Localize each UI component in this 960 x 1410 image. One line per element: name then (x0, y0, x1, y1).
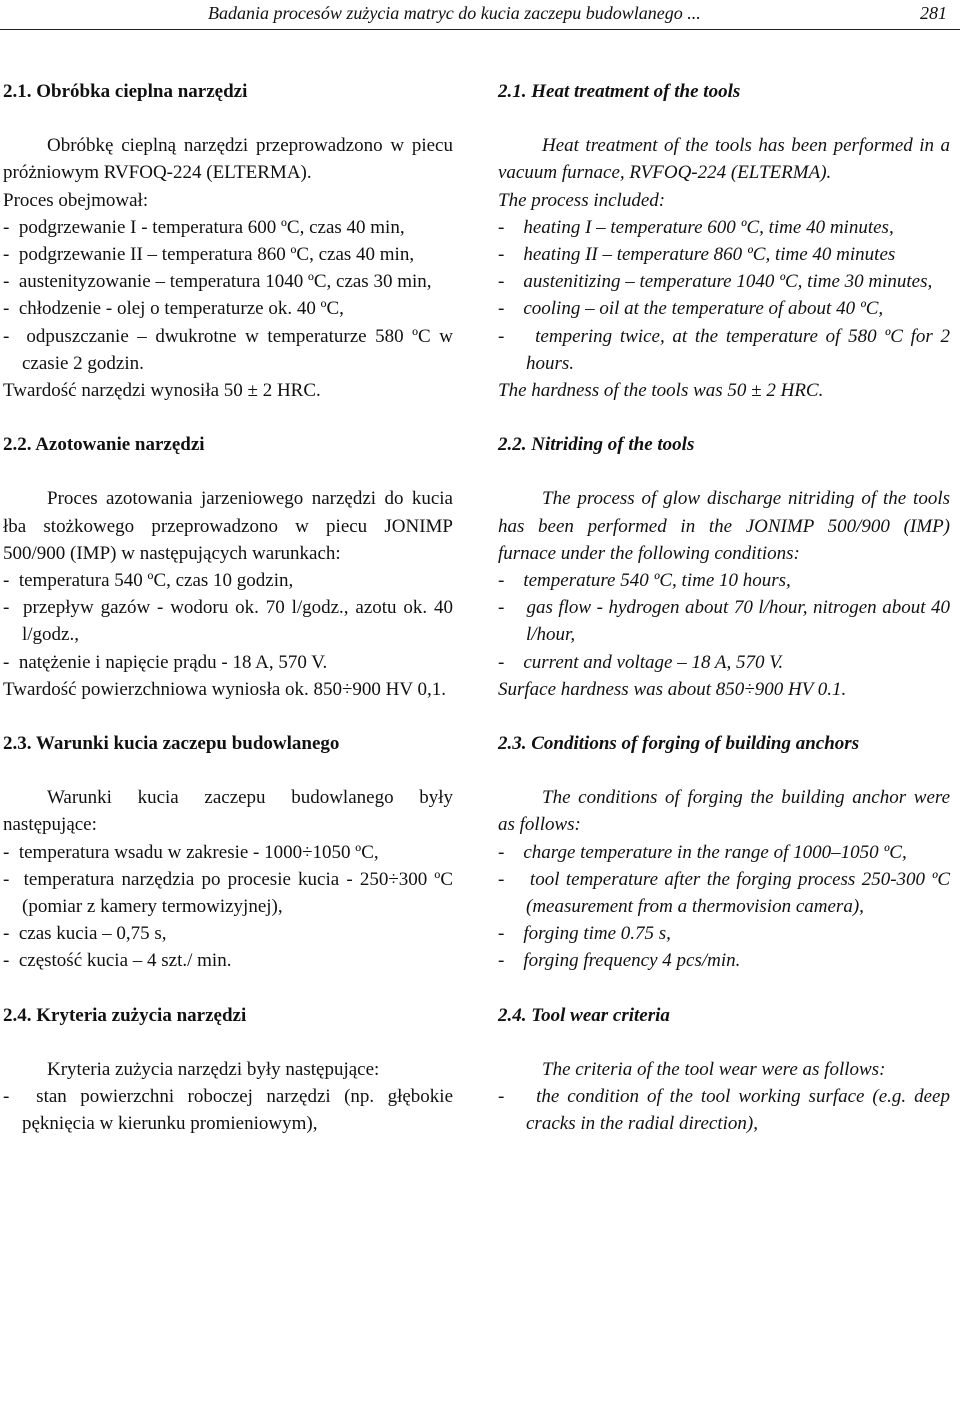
paragraph: Kryteria zużycia narzędzi były następujące: (47, 1058, 380, 1080)
section-heading: 2.4. Tool wear criteria (498, 1004, 670, 1026)
list-item: - przepływ gazów - wodoru ok. 70 l/godz., azotu ok. 40 l/godz., (3, 594, 453, 648)
paragraph: Surface hardness was about 850÷900 HV 0.1. (498, 678, 847, 700)
list-item: - podgrzewanie I - temperatura 600 ºC, czas 40 min, (3, 214, 453, 241)
paragraph: Proces obejmował: (3, 189, 149, 211)
dash-list (3, 567, 453, 676)
list-item: - austenitizing – temperature 1040 ºC, time 30 minutes, (498, 268, 950, 295)
dash-list (3, 214, 453, 377)
section-heading: 2.1. Heat treatment of the tools (498, 81, 741, 102)
dash-list (498, 214, 950, 377)
list-item: - tool temperature after the forging process 250-300 ºC (measurement from a thermovision camera), (498, 866, 950, 920)
section-heading: 2.3. Conditions of forging of building anchors (498, 733, 860, 755)
list-item: - forging frequency 4 pcs/min. (498, 947, 950, 974)
polish-column (3, 78, 453, 1138)
section-heading: 2.4. Kryteria zużycia narzędzi (3, 1004, 247, 1026)
list-item: - odpuszczanie – dwukrotne w temperaturze 580 ºC w czasie 2 godzin. (3, 323, 453, 377)
paragraph: Warunki kucia zaczepu budowlanego były następujące: (3, 787, 453, 836)
paragraph: Obróbkę cieplną narzędzi przeprowadzono w piecu próżniowym RVFOQ-224 (ELTERMA). (3, 135, 453, 184)
running-header-title: Badania procesów zużycia matryc do kucia zaczepu budowlanego ... (208, 3, 701, 23)
section-heading: 2.2. Nitriding of the tools (498, 434, 695, 456)
list-item: - czas kucia – 0,75 s, (3, 920, 453, 947)
section-heading: 2.2. Azotowanie narzędzi (3, 434, 205, 456)
paragraph: Twardość powierzchniowa wyniosła ok. 850÷900 HV 0,1. (3, 678, 447, 700)
dash-list (498, 839, 950, 975)
list-item: - temperature 540 ºC, time 10 hours, (498, 567, 950, 594)
section-heading: 2.3. Warunki kucia zaczepu budowlanego (3, 733, 340, 755)
list-item: - heating I – temperature 600 ºC, time 40 minutes, (498, 214, 950, 241)
paragraph: The conditions of forging the building anchor were as follows: (498, 787, 950, 836)
dash-list (498, 1083, 950, 1137)
list-item: - podgrzewanie II – temperatura 860 ºC, czas 40 min, (3, 241, 453, 268)
list-item: - stan powierzchni roboczej narzędzi (np. głębokie pęknięcia w kierunku promieniowym), (3, 1083, 453, 1137)
list-item: - cooling – oil at the temperature of about 40 ºC, (498, 295, 950, 322)
page-number: 281 (920, 3, 947, 23)
dash-list (3, 839, 453, 975)
list-item: - current and voltage – 18 A, 570 V. (498, 649, 950, 676)
section-heading: 2.1. Obróbka cieplna narzędzi (3, 81, 248, 102)
paragraph: The criteria of the tool wear were as follows: (542, 1058, 886, 1080)
dash-list (498, 567, 950, 676)
list-item: - temperatura wsadu w zakresie - 1000÷1050 ºC, (3, 839, 453, 866)
paragraph: Twardość narzędzi wynosiła 50 ± 2 HRC. (3, 380, 321, 402)
header-rule (0, 29, 960, 30)
list-item: - charge temperature in the range of 1000–1050 ºC, (498, 839, 950, 866)
list-item: - gas flow - hydrogen about 70 l/hour, nitrogen about 40 l/hour, (498, 594, 950, 648)
list-item: - temperatura 540 ºC, czas 10 godzin, (3, 567, 453, 594)
list-item: - heating II – temperature 860 ºC, time 40 minutes (498, 241, 950, 268)
paragraph: Proces azotowania jarzeniowego narzędzi do kucia łba stożkowego przeprowadzono w piecu JONIMP 500/900 (IMP) w następujących warunkach: (3, 488, 453, 564)
running-header (0, 0, 960, 30)
dash-list (3, 1083, 453, 1137)
list-item: - chłodzenie - olej o temperaturze ok. 40 ºC, (3, 295, 453, 322)
paragraph: Heat treatment of the tools has been performed in a vacuum furnace, RVFOQ-224 (ELTERMA). (498, 135, 950, 184)
paragraph: The hardness of the tools was 50 ± 2 HRC. (498, 380, 824, 402)
list-item: - austenityzowanie – temperatura 1040 ºC, czas 30 min, (3, 268, 453, 295)
list-item: - natężenie i napięcie prądu - 18 A, 570 V. (3, 649, 453, 676)
paragraph: The process included: (498, 189, 666, 211)
english-column (498, 78, 950, 1138)
list-item: - the condition of the tool working surface (e.g. deep cracks in the radial direction), (498, 1083, 950, 1137)
list-item: - tempering twice, at the temperature of 580 ºC for 2 hours. (498, 323, 950, 377)
list-item: - forging time 0.75 s, (498, 920, 950, 947)
list-item: - temperatura narzędzia po procesie kucia - 250÷300 ºC (pomiar z kamery termowizyjnej), (3, 866, 453, 920)
list-item: - częstość kucia – 4 szt./ min. (3, 947, 453, 974)
paragraph: The process of glow discharge nitriding of the tools has been performed in the JONIMP 500/900 (IMP) furnace under the following conditions: (498, 488, 950, 564)
